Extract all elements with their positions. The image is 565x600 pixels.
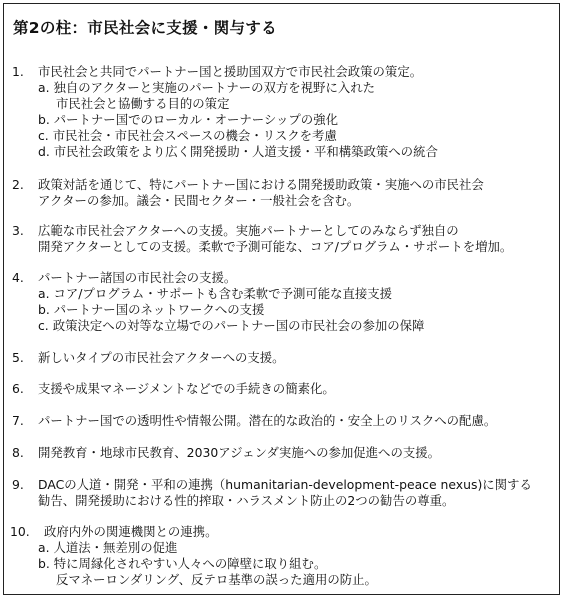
item-text: アクターの参加。議会・民間セクター・一般社会を含む。 [38,193,360,208]
item-text: 開発アクターとしての支援。柔軟で予測可能な、コア/プログラム・サポートを増加。 [38,239,513,254]
item-number: 5. [12,350,24,365]
item-number: 7. [12,413,24,428]
item-number: 3. [12,223,24,238]
subitem-text: 反マネーロンダリング、反テロ基準の誤った適用の防止。 [56,572,377,587]
subitem-text: 市民社会と協働する目的の策定 [56,96,230,111]
subitem-text: b. 特に周縁化されやすい人々への障壁に取り組む。 [38,556,327,571]
item-number: 2. [12,177,24,192]
subitem-text: a. 独自のアクターと実施のパートナーの双方を視野に入れた [38,80,376,95]
item-text: 広範な市民社会アクターへの支援。実施パートナーとしてのみならず独自の [38,223,459,238]
subitem-text: d. 市民社会政策をより広く開発援助・人道支援・平和構築政策への統合 [38,144,438,159]
subitem-text: b. パートナー国でのローカル・オーナーシップの強化 [38,112,338,127]
item-text: パートナー国での透明性や情報公開。潜在的な政治的・安全上のリスクへの配慮。 [38,413,497,428]
subitem-text: a. 人道法・無差別の促進 [38,540,178,555]
item-text: DACの人道・開発・平和の連携（humanitarian-development-peace nexus)に関する [38,477,532,492]
item-number: 4. [12,270,24,285]
item-text: 政策対話を通じて、特にパートナー国における開発援助政策・実施への市民社会 [38,177,484,192]
subitem-text: a. コア/プログラム・サポートも含む柔軟で予測可能な直接支援 [38,286,393,301]
item-text: 支援や成果マネージメントなどでの手続きの簡素化。 [38,381,335,396]
item-text: 勧告、開発援助における性的搾取・ハラスメント防止の2つの勧告の尊重。 [38,493,455,508]
item-text: 政府内外の関連機関との連携。 [44,524,218,539]
item-text: パートナー諸国の市民社会の支援。 [38,270,237,285]
section-title: 第2の柱：市民社会に支援・関与する [13,19,277,37]
item-number: 8. [12,445,24,460]
subitem-text: c. 政策決定への対等な立場でのパートナー国の市民社会の参加の保障 [38,318,425,333]
item-number: 10. [10,524,30,539]
subitem-text: b. パートナー国のネットワークへの支援 [38,302,265,317]
item-number: 9. [12,477,24,492]
item-text: 市民社会と共同でパートナー国と援助国双方で市民社会政策の策定。 [38,64,423,79]
subitem-text: c. 市民社会・市民社会スペースの機会・リスクを考慮 [38,128,337,143]
item-text: 新しいタイプの市民社会アクターへの支援。 [38,350,285,365]
item-number: 1. [12,64,24,79]
item-text: 開発教育・地球市民教育、2030アジェンダ実施への参加促進への支援。 [38,445,441,460]
item-number: 6. [12,381,24,396]
